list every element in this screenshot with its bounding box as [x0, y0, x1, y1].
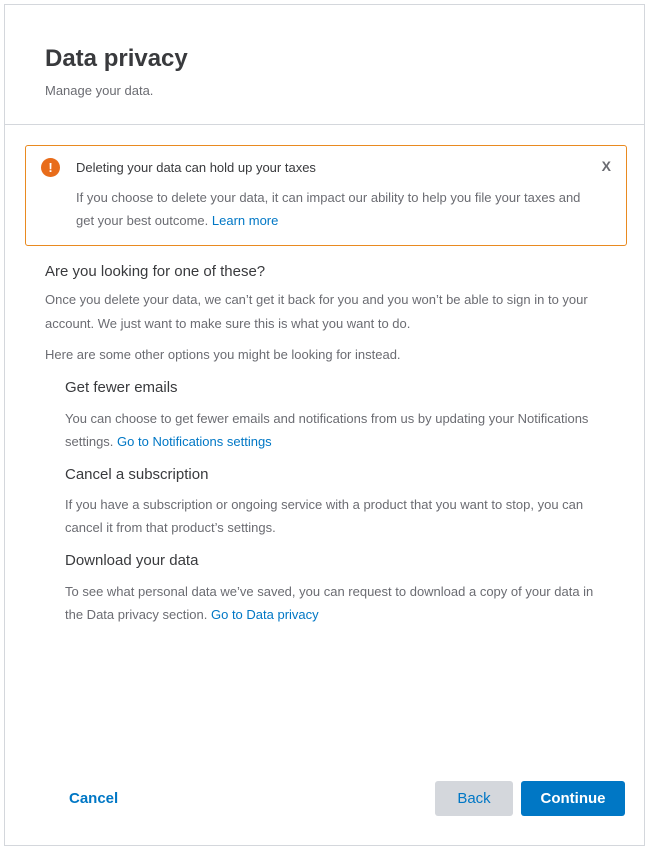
option-body-download-data — [65, 580, 605, 626]
alert-title: Deleting your data can hold up your taxes — [76, 160, 316, 175]
option-title-cancel-subscription: Cancel a subscription — [65, 466, 209, 483]
learn-more-link[interactable]: Learn more — [211, 213, 279, 228]
dialog-header — [5, 5, 644, 125]
warning-alert — [25, 145, 627, 246]
alert-body-text: If you choose to delete your data, it can impact our ability to help you file your taxes and get your best outcome. — [76, 190, 581, 228]
intro-paragraph: Once you delete your data, we can’t get it back for you and you won’t be able to sign in to your account. We just want to make sure this is what you want to do. — [45, 292, 588, 331]
cancel-button[interactable]: Cancel — [69, 790, 119, 807]
option-body-cancel-subscription — [65, 493, 605, 539]
notifications-settings-link[interactable]: Go to Notifications settings — [117, 434, 272, 449]
option-body-text: If you have a subscription or ongoing service with a product that you want to stop, you can cancel it from that product’s settings. — [65, 497, 584, 535]
option-body-fewer-emails — [65, 407, 605, 453]
section-heading: Are you looking for one of these? — [45, 263, 266, 280]
back-button[interactable]: Back — [435, 781, 513, 816]
option-title-fewer-emails: Get fewer emails — [65, 379, 178, 396]
alert-body — [76, 186, 596, 232]
options-intro: Here are some other options you might be looking for instead. — [45, 347, 401, 362]
option-body-text: To see what personal data we’ve saved, you can request to download a copy of your data in the Data privacy section. — [65, 584, 594, 622]
page-subtitle: Manage your data. — [45, 83, 154, 98]
page-title: Data privacy — [45, 45, 188, 72]
data-privacy-dialog — [4, 4, 645, 846]
option-title-download-data: Download your data — [65, 552, 199, 569]
option-body-text: You can choose to get fewer emails and notifications from us by updating your Notifications settings. — [65, 411, 589, 449]
close-icon[interactable]: X — [601, 158, 611, 174]
continue-button[interactable]: Continue — [521, 781, 625, 816]
exclamation-icon: ! — [41, 158, 60, 177]
data-privacy-link[interactable]: Go to Data privacy — [210, 607, 319, 622]
